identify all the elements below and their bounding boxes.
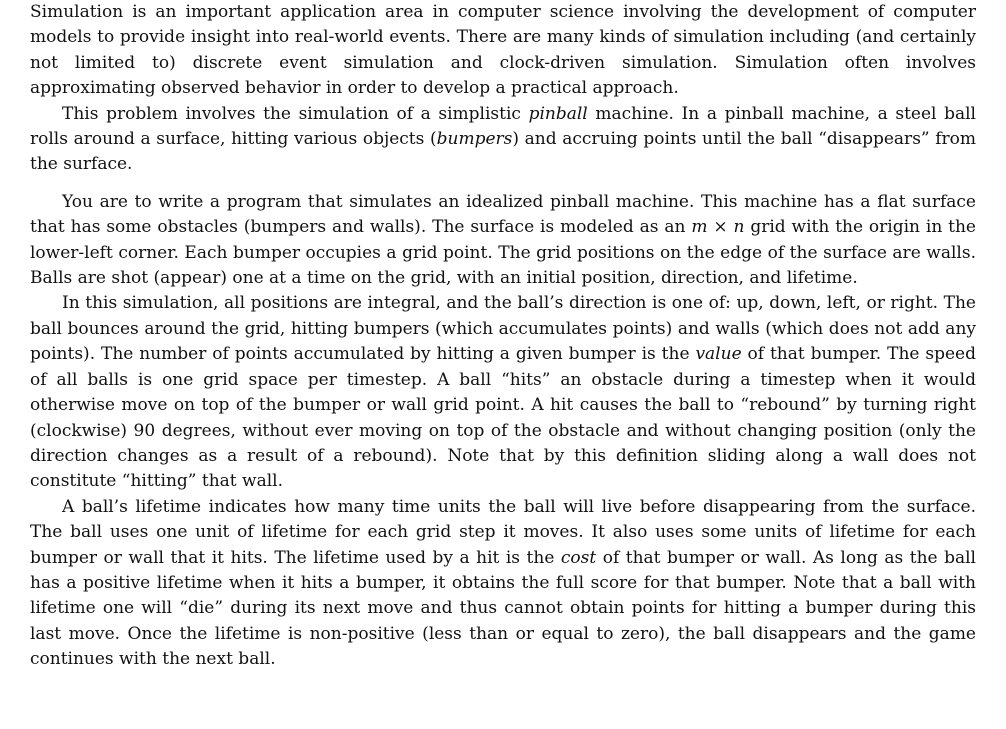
text-run: This problem involves the simulation of a simplistic <box>62 103 529 124</box>
text-run-italic: value <box>695 344 742 365</box>
text-run-italic: cost <box>560 547 597 568</box>
text-run: In this simulation, all positions are integral, and the ball’s direction is one of: up, down, left, or right. The ball bounces around the grid, hitting bumpers (which accumulates points) and walls (which does not add any points). The number of points accumulated by hitting a given bumper is the <box>30 293 976 365</box>
paragraph-program-description <box>30 190 976 292</box>
math-times: × <box>707 217 734 238</box>
math-m: m <box>691 217 708 238</box>
paragraph-simulation-rules <box>30 291 976 494</box>
paragraph-lifetime <box>30 495 976 673</box>
text-run: You are to write a program that simulates an idealized pinball machine. This machine has a flat surface that has some obstacles (bumpers and walls). The surface is modeled as an <box>30 191 976 238</box>
document-body <box>30 0 976 673</box>
text-run-italic: bumpers <box>436 129 513 150</box>
text-run: grid with the origin in the lower-left corner. Each bumper occupies a grid point. The grid positions on the edge of the surface are walls. Balls are shot (appear) one at a time on the grid, with an initial position, direction, and lifetime. <box>30 217 976 289</box>
math-n: n <box>733 217 745 238</box>
text-run: A ball’s lifetime indicates how many time units the ball will live before disappearing from the surface. The ball uses one unit of lifetime for each grid step it moves. It also uses some units of lifetime for each bumper or wall that it hits. The lifetime used by a hit is the <box>30 496 976 568</box>
text-run: of that bumper or wall. As long as the ball has a positive lifetime when it hits a bumper, it obtains the full score for that bumper. Note that a ball with lifetime one will “die” during its next move and thus cannot obtain points for hitting a bumper during this last move. Once the lifetime is non-positive (less than or equal to zero), the ball disappears and the game continues with the next ball. <box>30 547 976 670</box>
text-run-italic: pinball <box>528 103 588 124</box>
text-run: of that bumper. The speed of all balls is one grid space per timestep. A ball “hits” an obstacle during a timestep when it would otherwise move on top of the bumper or wall grid point. A hit causes the ball to “rebound” by turning right (clockwise) 90 degrees, without ever moving on top of the obstacle and without changing position (only the direction changes as a result of a rebound). Note that by this definition sliding along a wall does not constitute “hitting” that wall. <box>30 344 976 492</box>
text-run: machine. In a pinball machine, a steel ball rolls around a surface, hitting various objects ( <box>30 103 976 150</box>
paragraph-pinball-intro <box>30 102 976 178</box>
text-run: ) and accruing points until the ball “disappears” from the surface. <box>30 129 976 175</box>
paragraph-intro <box>30 0 976 102</box>
text-run: Simulation is an important application area in computer science involving the development of computer models to provide insight into real-world events. There are many kinds of simulation including (and certainly not limited to) discrete event simulation and clock-driven simulation. Simulation often involves approximating observed behavior in order to develop a practical approach. <box>30 2 976 99</box>
